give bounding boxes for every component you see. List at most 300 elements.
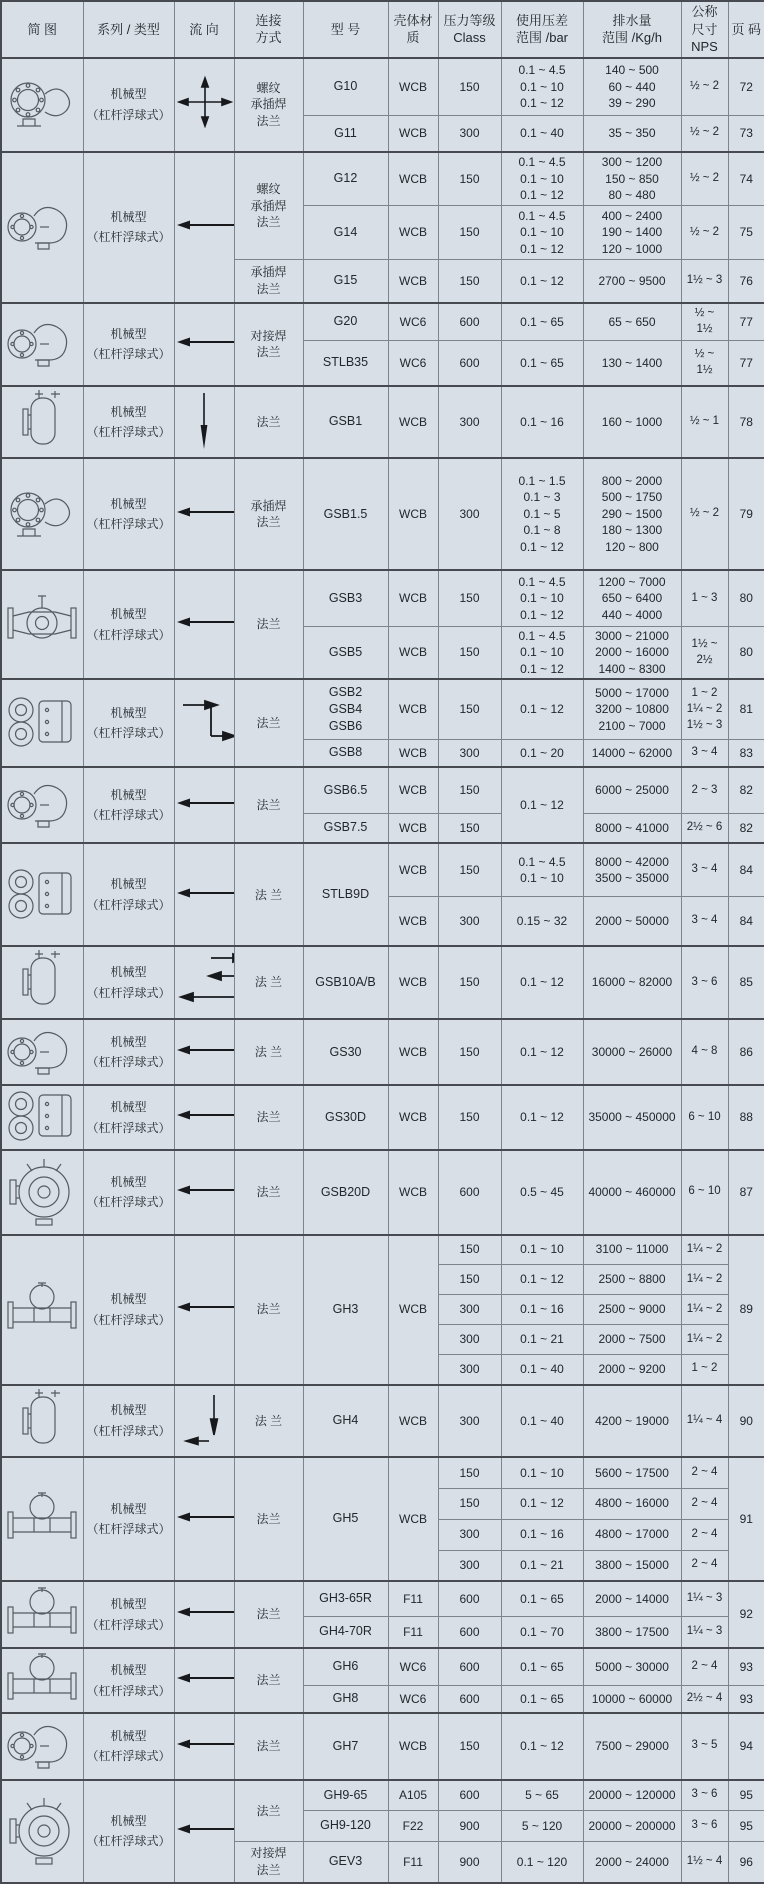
cell-series bbox=[83, 767, 174, 843]
cell-capacity bbox=[583, 58, 681, 116]
cell-series bbox=[83, 570, 174, 679]
cell-nps-line: 1¼ ~ 4 bbox=[686, 1413, 723, 1426]
cell-pressure-line: 0.1 ~ 10 bbox=[520, 645, 564, 660]
cell-capacity-line: 2500 ~ 8800 bbox=[598, 1272, 666, 1287]
cell-material-line: WCB bbox=[399, 1302, 427, 1317]
cell-capacity bbox=[583, 1385, 681, 1458]
cell-series-line: 机械型 bbox=[110, 705, 147, 720]
cell-pressure-line: 0.5 ~ 45 bbox=[520, 1184, 564, 1199]
cell-nps bbox=[681, 1295, 728, 1325]
cell-capacity bbox=[583, 1842, 681, 1883]
cell-pressure-line: 0.1 ~ 10 bbox=[520, 871, 564, 886]
cell-material bbox=[388, 303, 438, 341]
cell-flow-direction bbox=[174, 679, 234, 767]
cell-model bbox=[303, 58, 388, 116]
cell-class-line: 150 bbox=[459, 1242, 480, 1257]
cell-material bbox=[388, 1235, 438, 1385]
cell-connection-line: 承插焊 bbox=[250, 97, 287, 112]
cell-nps bbox=[681, 1519, 728, 1550]
cell-class-line: 300 bbox=[459, 1558, 480, 1573]
cell-page bbox=[728, 767, 764, 813]
cell-connection bbox=[234, 386, 303, 459]
ball-float-trap-side-icon bbox=[5, 1021, 79, 1079]
cell-class bbox=[438, 1581, 501, 1616]
cell-series-line: （杠杆浮球式） bbox=[86, 1617, 171, 1632]
ball-float-trap-side-icon bbox=[5, 196, 79, 254]
cell-diagram bbox=[1, 386, 83, 459]
cell-model-line: GH3 bbox=[332, 1301, 359, 1316]
cell-model-line: GSB10A/B bbox=[315, 974, 376, 989]
cell-model bbox=[303, 813, 388, 843]
cell-material bbox=[388, 1085, 438, 1150]
cell-capacity bbox=[583, 1019, 681, 1086]
cell-nps bbox=[681, 843, 728, 896]
cell-capacity-line: 3200 ~ 10800 bbox=[595, 702, 669, 717]
cell-page-line: 75 bbox=[739, 225, 753, 240]
cell-class bbox=[438, 1355, 501, 1385]
cell-model bbox=[303, 1648, 388, 1685]
cell-nps-line: 3 ~ 4 bbox=[691, 746, 718, 759]
cell-series-line: 机械型 bbox=[110, 1501, 147, 1516]
cell-nps bbox=[681, 116, 728, 152]
cell-model-line: GSB7.5 bbox=[323, 820, 368, 835]
cell-pressure bbox=[501, 1150, 583, 1235]
cell-flow-direction bbox=[174, 458, 234, 570]
cell-nps-line: 1 ~ 2 bbox=[691, 1362, 718, 1375]
cell-class-line: 600 bbox=[459, 355, 480, 370]
cell-material-line: F11 bbox=[403, 1854, 423, 1869]
cell-class bbox=[438, 206, 501, 260]
cell-pressure-line: 0.1 ~ 10 bbox=[520, 225, 564, 240]
cell-series-line: （杠杆浮球式） bbox=[86, 347, 171, 362]
cell-capacity bbox=[583, 626, 681, 679]
cell-nps bbox=[681, 626, 728, 679]
cell-series-line: （杠杆浮球式） bbox=[86, 107, 171, 122]
cell-material-line: WCB bbox=[399, 273, 427, 288]
cell-model-line: GSB5 bbox=[328, 644, 363, 659]
cell-model bbox=[303, 260, 388, 303]
cell-connection bbox=[234, 303, 303, 386]
cell-material-line: WCB bbox=[399, 1739, 427, 1754]
cell-material-line: WCB bbox=[399, 1511, 427, 1526]
cell-connection bbox=[234, 1457, 303, 1581]
cell-material bbox=[388, 767, 438, 813]
cell-series-line: （杠杆浮球式） bbox=[86, 1834, 171, 1849]
cell-series-line: 机械型 bbox=[110, 1597, 147, 1612]
cell-capacity bbox=[583, 1235, 681, 1265]
cell-pressure-line: 0.1 ~ 4.5 bbox=[518, 208, 566, 223]
cell-flow-direction bbox=[174, 1457, 234, 1581]
cell-capacity-line: 650 ~ 6400 bbox=[601, 591, 663, 606]
vertical-float-trap-icon bbox=[18, 1387, 66, 1451]
cell-capacity-line: 20000 ~ 120000 bbox=[588, 1788, 676, 1803]
table-row bbox=[1, 303, 764, 341]
cell-nps-line: 2½ bbox=[696, 653, 713, 666]
cell-nps-line: 1¼ ~ 2 bbox=[686, 1302, 723, 1315]
cell-capacity bbox=[583, 152, 681, 206]
cell-page bbox=[728, 386, 764, 459]
cell-material-line: WCB bbox=[399, 1413, 427, 1428]
cell-series-line: 机械型 bbox=[110, 787, 147, 802]
table-row bbox=[1, 58, 764, 116]
cell-material bbox=[388, 206, 438, 260]
cell-capacity-line: 7500 ~ 29000 bbox=[595, 1739, 669, 1754]
cell-nps-line: 2 ~ 4 bbox=[691, 1465, 718, 1478]
cell-class-line: 600 bbox=[459, 1691, 480, 1706]
cell-class bbox=[438, 341, 501, 386]
cell-class-line: 300 bbox=[459, 1332, 480, 1347]
cell-pressure-line: 0.1 ~ 4.5 bbox=[518, 628, 566, 643]
cell-capacity-line: 2000 ~ 14000 bbox=[595, 1591, 669, 1606]
cell-class-line: 300 bbox=[459, 1413, 480, 1428]
cell-connection bbox=[234, 1842, 303, 1883]
cell-class-line: 900 bbox=[459, 1818, 480, 1833]
cell-page bbox=[728, 58, 764, 116]
cell-class-line: 150 bbox=[459, 1739, 480, 1754]
cell-class bbox=[438, 386, 501, 459]
flow-down-arrow-icon bbox=[197, 389, 211, 451]
cell-capacity-line: 2000 ~ 16000 bbox=[595, 645, 669, 660]
cell-diagram bbox=[1, 570, 83, 679]
cell-capacity bbox=[583, 341, 681, 386]
cell-nps-line: ½ ~ bbox=[694, 307, 715, 320]
cell-pressure bbox=[501, 1581, 583, 1616]
cell-capacity bbox=[583, 260, 681, 303]
cell-nps-line: 1¼ ~ 3 bbox=[686, 1591, 723, 1604]
cell-model-line: GH5 bbox=[332, 1511, 359, 1526]
cell-series bbox=[83, 1713, 174, 1780]
cell-capacity bbox=[583, 1550, 681, 1581]
cell-model bbox=[303, 843, 388, 946]
cell-material bbox=[388, 1648, 438, 1685]
cell-pressure bbox=[501, 260, 583, 303]
cell-nps-line: 6 ~ 10 bbox=[688, 1110, 721, 1123]
cell-capacity-line: 2000 ~ 7500 bbox=[598, 1332, 666, 1347]
cell-capacity-line: 300 ~ 1200 bbox=[601, 155, 663, 170]
cell-pressure bbox=[501, 1235, 583, 1265]
cell-class bbox=[438, 1648, 501, 1685]
cell-page bbox=[728, 260, 764, 303]
cell-pressure-line: 0.1 ~ 12 bbox=[520, 1110, 564, 1125]
cell-nps bbox=[681, 341, 728, 386]
cell-pressure-line: 0.1 ~ 70 bbox=[520, 1624, 564, 1639]
cell-material bbox=[388, 116, 438, 152]
cell-nps-line: 2 ~ 4 bbox=[691, 1659, 718, 1672]
cell-page bbox=[728, 946, 764, 1019]
cell-page bbox=[728, 206, 764, 260]
cell-class-line: 300 bbox=[459, 1302, 480, 1317]
ball-float-trap-side-icon bbox=[5, 774, 79, 832]
cell-pressure bbox=[501, 1457, 583, 1488]
cell-nps-line: 3 ~ 6 bbox=[691, 1819, 718, 1832]
column-header bbox=[303, 1, 388, 58]
cell-pressure-line: 0.1 ~ 20 bbox=[520, 745, 564, 760]
cell-connection bbox=[234, 679, 303, 767]
cell-series-line: 机械型 bbox=[110, 1100, 147, 1115]
cell-class-line: 300 bbox=[459, 1527, 480, 1542]
cell-capacity bbox=[583, 1295, 681, 1325]
cell-material bbox=[388, 1780, 438, 1811]
cell-capacity-line: 150 ~ 850 bbox=[605, 171, 659, 186]
cell-capacity-line: 2500 ~ 9000 bbox=[598, 1302, 666, 1317]
cell-nps bbox=[681, 58, 728, 116]
cell-connection-line: 法 兰 bbox=[254, 1413, 283, 1428]
cell-model bbox=[303, 1150, 388, 1235]
cell-capacity bbox=[583, 739, 681, 767]
cell-diagram bbox=[1, 1780, 83, 1883]
column-header-line: 使用压差 bbox=[515, 12, 568, 28]
cell-connection-line: 法兰 bbox=[256, 1110, 281, 1125]
cell-pressure bbox=[501, 1265, 583, 1295]
cell-material bbox=[388, 1150, 438, 1235]
cell-pressure-line: 0.1 ~ 10 bbox=[520, 1465, 564, 1480]
cell-material-line: WCB bbox=[399, 1044, 427, 1059]
cell-model-line: GH4-70R bbox=[319, 1624, 372, 1639]
cell-nps-line: 1½ bbox=[696, 363, 713, 376]
cell-pressure bbox=[501, 1616, 583, 1648]
cell-capacity-line: 2000 ~ 9200 bbox=[598, 1361, 666, 1376]
column-header bbox=[234, 1, 303, 58]
cell-nps bbox=[681, 1235, 728, 1265]
cell-model-line: GSB1.5 bbox=[323, 506, 368, 521]
cell-model bbox=[303, 303, 388, 341]
cell-page bbox=[728, 152, 764, 206]
cell-nps-line: ½ ~ 1 bbox=[689, 414, 720, 427]
cell-connection bbox=[234, 570, 303, 679]
cell-pressure-line: 0.1 ~ 12 bbox=[520, 188, 564, 203]
table-row bbox=[1, 1648, 764, 1685]
cell-nps-line: 3 ~ 6 bbox=[691, 975, 718, 988]
cell-pressure-line: 0.1 ~ 10 bbox=[520, 1242, 564, 1257]
cell-nps bbox=[681, 1385, 728, 1458]
cell-nps-line: 3 ~ 6 bbox=[691, 1788, 718, 1801]
cell-page-line: 77 bbox=[739, 314, 753, 329]
cell-series-line: （杠杆浮球式） bbox=[86, 1312, 171, 1327]
inline-float-valve-icon bbox=[4, 1585, 80, 1639]
cell-page-line: 77 bbox=[739, 355, 753, 370]
cell-pressure-line: 5 ~ 65 bbox=[525, 1788, 559, 1803]
cell-capacity bbox=[583, 946, 681, 1019]
cell-series bbox=[83, 1457, 174, 1581]
cell-series bbox=[83, 458, 174, 570]
cell-capacity-line: 3800 ~ 15000 bbox=[595, 1558, 669, 1573]
cell-pressure-line: 0.1 ~ 3 bbox=[523, 490, 561, 505]
cell-class-line: 600 bbox=[459, 1591, 480, 1606]
cell-pressure-line: 5 ~ 120 bbox=[521, 1818, 563, 1833]
cell-connection-line: 法兰 bbox=[256, 1862, 281, 1877]
cell-capacity-line: 8000 ~ 41000 bbox=[595, 820, 669, 835]
cell-flow-direction bbox=[174, 1085, 234, 1150]
cell-flow-direction bbox=[174, 1385, 234, 1458]
cell-capacity-line: 35000 ~ 450000 bbox=[588, 1110, 676, 1125]
cell-class bbox=[438, 260, 501, 303]
cell-flow-direction bbox=[174, 767, 234, 843]
cell-nps-line: 1½ bbox=[696, 322, 713, 335]
cell-nps bbox=[681, 813, 728, 843]
cell-pressure bbox=[501, 739, 583, 767]
cell-nps bbox=[681, 1648, 728, 1685]
cell-nps-line: 1¼ ~ 2 bbox=[686, 702, 723, 715]
cell-model-line: GSB8 bbox=[328, 745, 363, 760]
cell-nps bbox=[681, 1811, 728, 1842]
cell-model bbox=[303, 116, 388, 152]
column-header-line: 页 码 bbox=[731, 21, 762, 37]
cell-page-line: 81 bbox=[739, 702, 753, 717]
cell-class-line: 150 bbox=[459, 1272, 480, 1287]
cell-material-line: F11 bbox=[403, 1591, 423, 1606]
flow-left-right-arrow-icon bbox=[177, 505, 235, 519]
header-row bbox=[1, 1, 764, 58]
cell-pressure bbox=[501, 843, 583, 896]
flow-left-right-arrow-icon bbox=[177, 335, 235, 349]
cell-capacity bbox=[583, 1648, 681, 1685]
cell-class-line: 150 bbox=[459, 79, 480, 94]
cell-flow-direction bbox=[174, 1581, 234, 1648]
cell-capacity bbox=[583, 1085, 681, 1150]
flow-step-right-arrow-icon bbox=[177, 696, 235, 746]
cell-material bbox=[388, 1019, 438, 1086]
cell-capacity-line: 2700 ~ 9500 bbox=[598, 273, 666, 288]
cell-pressure bbox=[501, 679, 583, 739]
cell-class-line: 150 bbox=[459, 820, 480, 835]
cell-nps bbox=[681, 896, 728, 946]
cell-capacity-line: 39 ~ 290 bbox=[608, 96, 656, 111]
cell-model-line: GH3-65R bbox=[319, 1591, 372, 1606]
cell-pressure-line: 0.1 ~ 12 bbox=[520, 1272, 564, 1287]
cell-pressure-line: 0.1 ~ 21 bbox=[520, 1332, 564, 1347]
cell-connection bbox=[234, 1235, 303, 1385]
cell-pressure-line: 0.1 ~ 65 bbox=[520, 1691, 564, 1706]
cell-nps bbox=[681, 1550, 728, 1581]
table-row bbox=[1, 458, 764, 570]
cell-series-line: 机械型 bbox=[110, 496, 147, 511]
cell-material-line: WCB bbox=[399, 225, 427, 240]
table-row bbox=[1, 1385, 764, 1458]
cell-material-line: WCB bbox=[399, 126, 427, 141]
cell-nps bbox=[681, 1457, 728, 1488]
cell-capacity-line: 290 ~ 1500 bbox=[601, 506, 663, 521]
cell-nps-line: ½ ~ 2 bbox=[689, 225, 720, 238]
cell-series-line: 机械型 bbox=[110, 1034, 147, 1049]
cell-pressure bbox=[501, 58, 583, 116]
cell-class-line: 150 bbox=[459, 783, 480, 798]
table-row bbox=[1, 1019, 764, 1086]
cell-class bbox=[438, 1295, 501, 1325]
cell-nps bbox=[681, 303, 728, 341]
cell-material-line: WC6 bbox=[399, 1659, 427, 1674]
cell-connection-line: 螺纹 bbox=[256, 80, 281, 95]
cell-connection-line: 法 兰 bbox=[254, 887, 283, 902]
cell-capacity-line: 180 ~ 1300 bbox=[601, 523, 663, 538]
cell-model bbox=[303, 679, 388, 739]
column-header bbox=[388, 1, 438, 58]
cell-model-line: G11 bbox=[334, 125, 357, 140]
cell-page bbox=[728, 1457, 764, 1581]
cell-class-line: 600 bbox=[459, 1184, 480, 1199]
cell-class bbox=[438, 1235, 501, 1265]
cell-pressure bbox=[501, 1019, 583, 1086]
cell-capacity-line: 2100 ~ 7000 bbox=[598, 718, 666, 733]
cell-diagram bbox=[1, 946, 83, 1019]
column-header-line: 系列 / 类型 bbox=[97, 21, 160, 37]
cell-class bbox=[438, 1150, 501, 1235]
cell-pressure-line: 0.1 ~ 16 bbox=[520, 1302, 564, 1317]
cell-page bbox=[728, 570, 764, 626]
cell-pressure bbox=[501, 626, 583, 679]
cell-connection bbox=[234, 946, 303, 1019]
cell-nps-line: 4 ~ 8 bbox=[691, 1045, 718, 1058]
cell-page-line: 76 bbox=[739, 273, 753, 288]
cell-material bbox=[388, 843, 438, 896]
cell-capacity-line: 5600 ~ 17500 bbox=[595, 1465, 669, 1480]
cell-model bbox=[303, 1019, 388, 1086]
cell-pressure bbox=[501, 1385, 583, 1458]
cell-flow-direction bbox=[174, 1235, 234, 1385]
cell-class-line: 300 bbox=[459, 126, 480, 141]
cell-class-line: 150 bbox=[459, 1110, 480, 1125]
cell-model-line: GH8 bbox=[332, 1691, 359, 1706]
table-row bbox=[1, 386, 764, 459]
cell-nps-line: 6 ~ 10 bbox=[688, 1185, 721, 1198]
cell-model bbox=[303, 152, 388, 206]
flow-left-right-arrow-icon bbox=[177, 1108, 235, 1122]
table-row bbox=[1, 1581, 764, 1616]
cell-flow-direction bbox=[174, 1150, 234, 1235]
cell-capacity-line: 35 ~ 350 bbox=[608, 126, 656, 141]
cell-class bbox=[438, 1780, 501, 1811]
cell-pressure bbox=[501, 341, 583, 386]
cell-class bbox=[438, 1811, 501, 1842]
cell-pressure-line: 0.1 ~ 4.5 bbox=[518, 155, 566, 170]
cell-material-line: A105 bbox=[398, 1788, 428, 1803]
cell-capacity bbox=[583, 1150, 681, 1235]
cell-model-line: G12 bbox=[333, 171, 358, 186]
cell-model-line: GH4 bbox=[332, 1413, 359, 1428]
cell-nps bbox=[681, 206, 728, 260]
cell-series bbox=[83, 1150, 174, 1235]
cell-pressure-line: 0.1 ~ 16 bbox=[520, 414, 564, 429]
flow-left-right-arrow-icon bbox=[177, 1737, 235, 1751]
cell-page bbox=[728, 679, 764, 739]
cell-material bbox=[388, 458, 438, 570]
cell-capacity-line: 440 ~ 4000 bbox=[601, 607, 663, 622]
cell-pressure bbox=[501, 1780, 583, 1811]
cell-connection-line: 对接焊 bbox=[250, 1846, 287, 1861]
cell-series bbox=[83, 152, 174, 303]
cell-capacity bbox=[583, 458, 681, 570]
cell-flow-direction bbox=[174, 152, 234, 303]
table-row bbox=[1, 1457, 764, 1488]
column-header-line: 连接 bbox=[255, 12, 282, 28]
cell-material bbox=[388, 813, 438, 843]
column-header-line: NPS bbox=[691, 39, 718, 55]
cell-capacity-line: 1400 ~ 8300 bbox=[598, 661, 666, 676]
cell-capacity-line: 160 ~ 1000 bbox=[601, 414, 663, 429]
cell-capacity-line: 400 ~ 2400 bbox=[601, 208, 663, 223]
cell-series bbox=[83, 843, 174, 946]
cell-nps-line: 2½ ~ 4 bbox=[686, 1691, 723, 1704]
cell-capacity bbox=[583, 1519, 681, 1550]
cell-capacity bbox=[583, 679, 681, 739]
cell-connection bbox=[234, 1385, 303, 1458]
cell-class bbox=[438, 1488, 501, 1519]
column-header bbox=[83, 1, 174, 58]
cell-nps bbox=[681, 386, 728, 459]
cell-nps bbox=[681, 1355, 728, 1385]
cell-class-line: 600 bbox=[459, 1624, 480, 1639]
cell-model-line: GS30 bbox=[329, 1044, 362, 1059]
column-header bbox=[501, 1, 583, 58]
